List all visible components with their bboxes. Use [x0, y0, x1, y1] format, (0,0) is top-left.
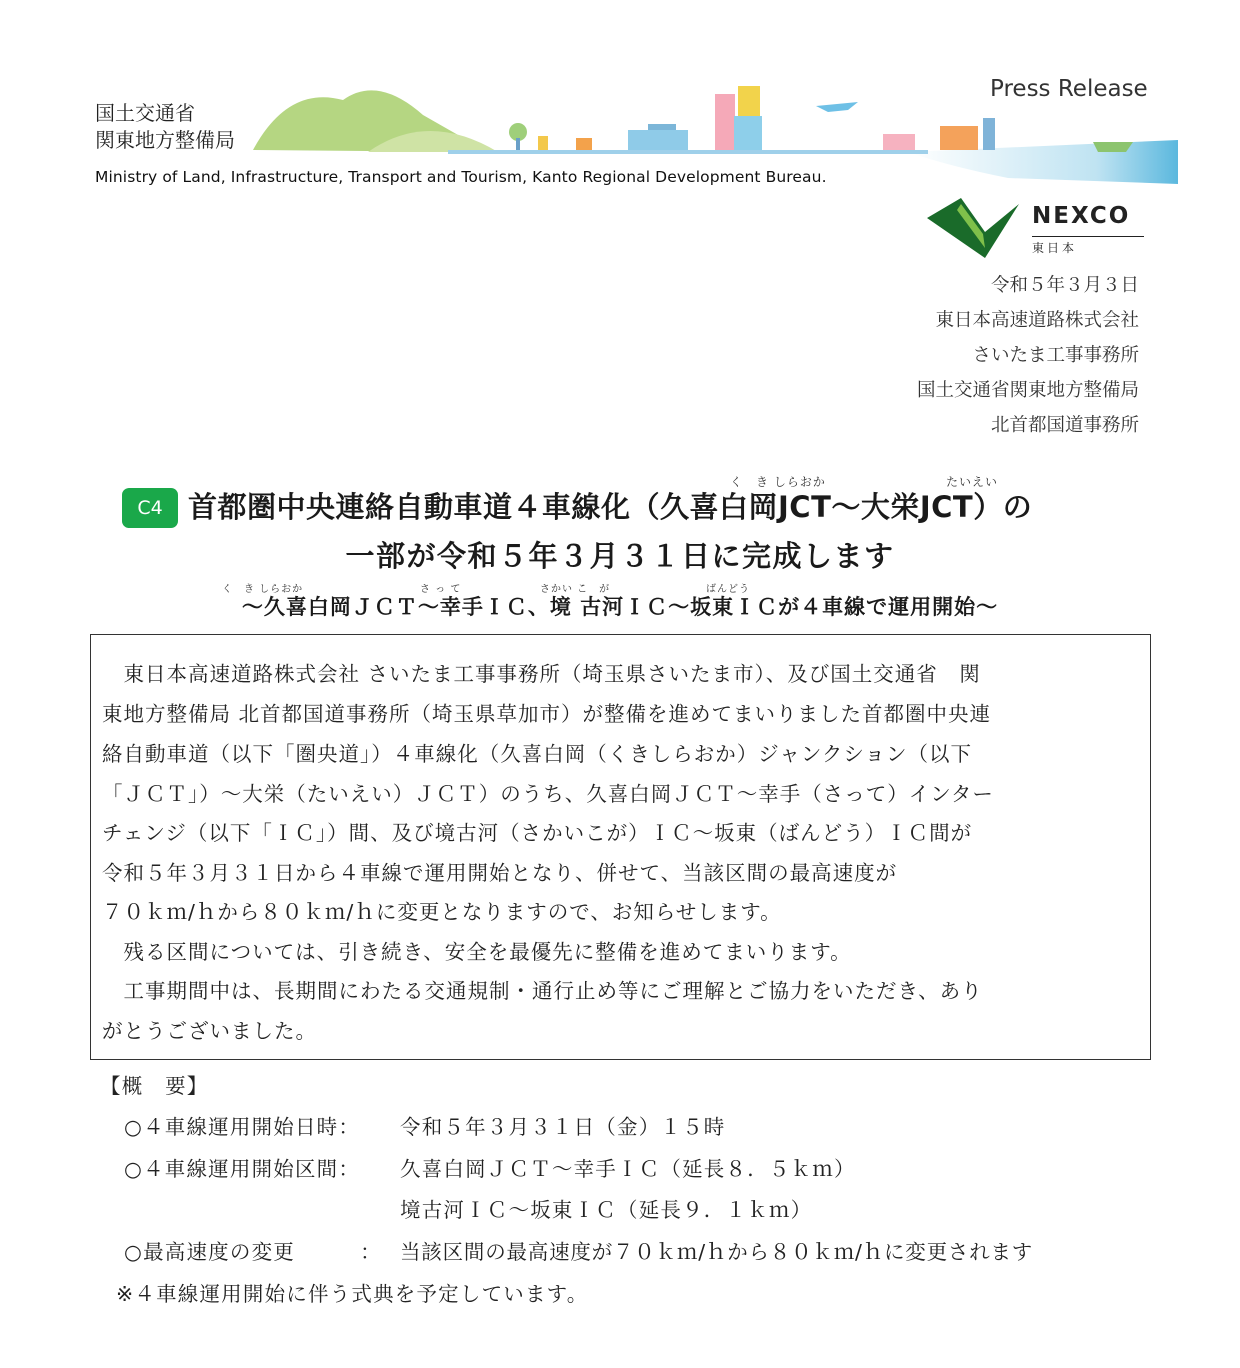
sender-company: 東日本高速道路株式会社: [935, 310, 1139, 331]
c4-route-badge: C4: [122, 488, 178, 528]
summary-line: 絡自動車道（以下「圏央道」）４車線化（久喜白岡（くきしらおか）ジャンクション（以下: [102, 742, 973, 766]
sender-bureau: 国土交通省関東地方整備局: [916, 380, 1139, 401]
title-ruby-kukishiraoka: く き しらおか: [730, 475, 826, 489]
airplane-icon: [816, 102, 858, 112]
summary-line: 工事期間中は、長期間にわたる交通規制・通行止め等にご理解とご協力をいただき、あり: [102, 979, 983, 1003]
road-line: [448, 150, 928, 154]
summary-line: チェンジ（以下「ＩＣ」）間、及び境古河（さかいこが）ＩＣ～坂東（ばんどう）ＩＣ間が: [102, 821, 973, 845]
summary-line: 東日本高速道路株式会社 さいたま工事事務所（埼玉県さいたま市）、及び国土交通省 関: [102, 662, 981, 686]
nexco-subname: 東日本: [1032, 236, 1144, 256]
tower-icon: [715, 94, 735, 150]
press-release-label: Press Release: [990, 76, 1148, 102]
overview-date-label: ○４車線運用開始日時：: [124, 1115, 361, 1139]
overview-speed-label: ○最高速度の変更 ：: [124, 1240, 382, 1264]
building-icon: [538, 136, 548, 150]
title-line-2: 一部が令和５年３月３１日に完成します: [345, 539, 895, 573]
release-date: 令和５年３月３日: [990, 275, 1139, 296]
overview-section-value-2: 境古河ＩＣ～坂東ＩＣ（延長９．１ｋｍ）: [400, 1198, 813, 1222]
org-line-1: 国土交通省: [95, 101, 195, 125]
summary-line: がとうございました。: [102, 1019, 317, 1043]
truck-icon: [883, 134, 915, 150]
title-line-1: 首都圏中央連絡自動車道４車線化（久喜白岡JCT～大栄JCT）の: [188, 490, 1033, 524]
summary-line: ７０ｋｍ/ｈから８０ｋｍ/ｈに変更となりますので、お知らせします。: [102, 900, 782, 924]
nexco-name: NEXCO: [1032, 203, 1131, 229]
overview-section-label: ○４車線運用開始区間：: [124, 1157, 361, 1181]
ministry-english-name: Ministry of Land, Infrastructure, Transport and Tourism, Kanto Regional Development Bureau.: [95, 168, 827, 186]
summary-line: 東地方整備局 北首都国道事務所（埼玉県草加市）が整備を進めてまいりました首都圏中央連: [102, 702, 992, 726]
subtitle: ～久喜白岡ＪＣＴ～幸手ＩＣ、境 古河ＩＣ～坂東ＩＣが４車線で運用開始～: [241, 595, 999, 619]
summary-line: 残る区間については、引き続き、安全を最優先に整備を進めてまいります。: [102, 940, 852, 964]
train-icon: [628, 130, 688, 150]
summary-line: 「ＪＣＴ」）～大栄（たいえい）ＪＣＴ）のうち、久喜白岡ＪＣＴ～幸手（さって）インター: [102, 782, 994, 806]
organization-name: [95, 100, 235, 154]
subtitle-ruby-bando: ばんどう: [706, 584, 750, 595]
sender-office-saitama: さいたま工事事務所: [972, 345, 1139, 366]
factory-icon: [940, 126, 978, 150]
summary-line: 令和５年３月３１日から４車線で運用開始となり、併せて、当該区間の最高速度が: [102, 861, 898, 885]
title-ruby-taiei: たいえい: [946, 475, 999, 489]
overview-date-value: 令和５年３月３１日（金）１５時: [400, 1115, 726, 1139]
org-line-2: 関東地方整備局: [95, 128, 235, 152]
overview-heading: 【概 要】: [100, 1074, 209, 1098]
subtitle-ruby-kukishiraoka: く き しらおか: [222, 584, 304, 595]
subtitle-ruby-sakaikoga: さかい こ が: [540, 584, 611, 595]
ship-icon: [1093, 142, 1133, 152]
overview-speed-value: 当該区間の最高速度が７０ｋｍ/ｈから８０ｋｍ/ｈに変更されます: [400, 1240, 1034, 1264]
sender-office-kitashuto: 北首都国道事務所: [990, 415, 1139, 436]
landscape-banner-illustration: [248, 80, 1178, 190]
subtitle-ruby-satte: さ っ て: [420, 584, 462, 595]
ceremony-note: ※４車線運用開始に伴う式典を予定しています。: [116, 1282, 589, 1306]
overview-section-value-1: 久喜白岡ＪＣＴ～幸手ＩＣ（延長８．５ｋｍ）: [400, 1157, 856, 1181]
